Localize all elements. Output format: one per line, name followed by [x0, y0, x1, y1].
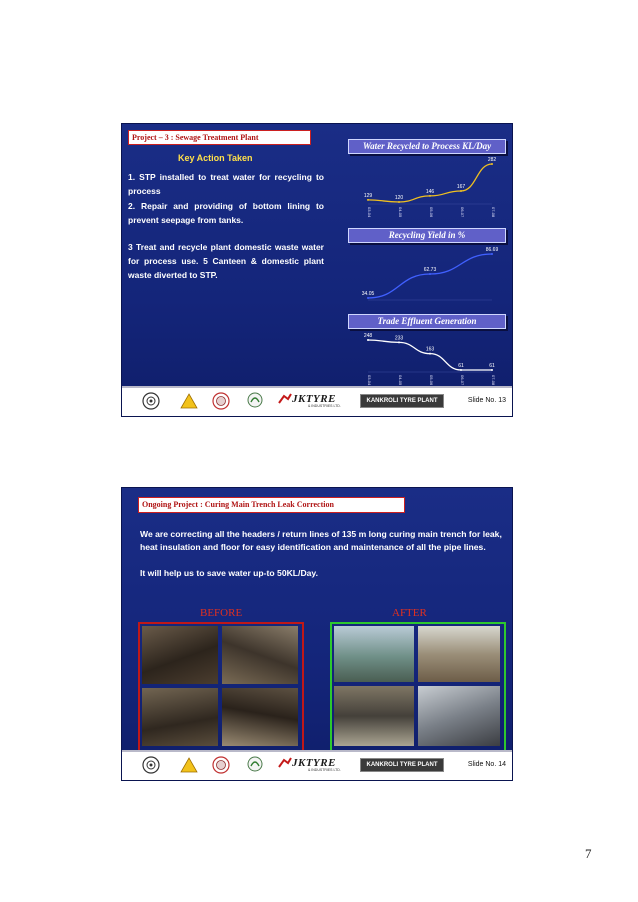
- x-tick-label: 03-04: [367, 207, 372, 218]
- x-tick-label: 03-04: [367, 375, 372, 386]
- data-point: [460, 190, 462, 192]
- data-label: 167: [456, 183, 466, 190]
- data-label: 62.73: [423, 267, 437, 274]
- key-action-heading: Key Action Taken: [178, 153, 253, 163]
- after-photo-pipe-lines: [418, 686, 500, 746]
- slide-body-savings: It will help us to save water up-to 50KL/Day.: [140, 568, 318, 578]
- slide-number: Slide No. 13: [467, 397, 506, 404]
- slide-body: We are correcting all the headers / return lines of 135 m long curing main trench for leak, heat insulation and floor for easy identification and maintenance of all the pipe lines.: [140, 529, 502, 552]
- before-photo-group: [138, 622, 304, 752]
- slide-13: [121, 123, 513, 417]
- warning-triangle-icon: [180, 756, 198, 774]
- jk-swoosh-icon: [278, 757, 292, 771]
- slide-footer: [122, 750, 512, 780]
- data-label: 34.05: [362, 291, 375, 297]
- x-tick-label: 07-08: [491, 375, 496, 386]
- slide-title: Ongoing Project : Curing Main Trench Leak Correction: [138, 497, 405, 513]
- slide-footer: [122, 386, 512, 416]
- plant-label: KANKROLI TYRE PLANT: [360, 394, 444, 408]
- after-label: AFTER: [392, 607, 427, 619]
- after-photo-trench-corridor: [334, 686, 414, 746]
- chart-trade-effluent: [362, 330, 498, 390]
- chart-title-water-recycled: Water Recycled to Process KL/Day: [348, 139, 506, 154]
- x-tick-label: 06-07: [460, 375, 465, 386]
- after-photo-insulated-pipe: [418, 626, 500, 682]
- series-line: [368, 254, 492, 298]
- data-label: 233: [394, 335, 404, 342]
- x-tick-label: 04-05: [398, 375, 403, 386]
- data-point: [398, 201, 400, 203]
- x-tick-label: 05-06: [429, 207, 434, 218]
- slide-14: [121, 487, 513, 781]
- data-point: [429, 195, 431, 197]
- before-label: BEFORE: [200, 607, 243, 619]
- data-label: 86.69: [485, 247, 498, 253]
- data-point: [398, 341, 400, 343]
- data-point: [491, 163, 493, 165]
- data-point: [429, 353, 431, 355]
- point-3: 3 Treat and recycle plant domestic waste water for process use. 5 Canteen & domestic plant waste diverted to STP.: [128, 242, 324, 280]
- data-point: [460, 369, 462, 371]
- slide-number: Slide No. 14: [467, 761, 506, 768]
- data-label: 120: [394, 195, 404, 201]
- data-label: 61: [489, 363, 495, 369]
- data-label: 163: [425, 346, 435, 353]
- data-label: 146: [425, 188, 435, 195]
- plant-label: KANKROLI TYRE PLANT: [360, 758, 444, 772]
- before-photo-trench-wall: [142, 688, 218, 746]
- point-2: 2. Repair and providing of bottom lining to prevent seepage from tanks.: [128, 201, 324, 225]
- after-photo-structure: [334, 626, 414, 682]
- data-point: [429, 273, 431, 275]
- x-tick-label: 07-08: [491, 207, 496, 218]
- data-point: [367, 199, 369, 201]
- x-tick-label: 05-06: [429, 375, 434, 386]
- environment-logo-icon: [246, 392, 264, 410]
- jk-swoosh-icon: [278, 393, 292, 407]
- data-point: [491, 369, 493, 371]
- jk-tyre-logo: JKTYRE & INDUSTRIES LTD.: [282, 393, 356, 407]
- after-photo-group: [330, 622, 506, 752]
- company-emblem-icon: [142, 392, 160, 410]
- certification-seal-icon: [212, 392, 230, 410]
- company-emblem-icon: [142, 756, 160, 774]
- environment-logo-icon: [246, 756, 264, 774]
- x-tick-label: 06-07: [460, 207, 465, 218]
- data-label: 129: [363, 192, 373, 199]
- page-number: 7: [585, 846, 592, 861]
- before-photo-pipes: [222, 626, 298, 684]
- before-photo-trench-interior: [222, 688, 298, 746]
- slide-title: Project – 3 : Sewage Treatment Plant: [128, 130, 311, 145]
- warning-triangle-icon: [180, 392, 198, 410]
- certification-seal-icon: [212, 756, 230, 774]
- data-label: 282: [487, 157, 497, 163]
- point-1: 1. STP installed to treat water for recycling to process: [128, 172, 324, 196]
- x-tick-label: 04-05: [398, 207, 403, 218]
- chart-recycling-yield: [362, 244, 498, 308]
- chart-water-recycled: [362, 154, 498, 222]
- series-line: [368, 340, 492, 370]
- chart-title-recycling-yield: Recycling Yield in %: [348, 228, 506, 243]
- data-label: 248: [363, 333, 373, 339]
- before-photo-trench-floor: [142, 626, 218, 684]
- data-point: [367, 297, 369, 299]
- data-label: 61: [458, 363, 464, 369]
- data-point: [367, 339, 369, 341]
- data-point: [491, 253, 493, 255]
- jk-tyre-logo: JKTYRE & INDUSTRIES LTD.: [282, 757, 356, 771]
- chart-title-trade-effluent: Trade Effluent Generation: [348, 314, 506, 329]
